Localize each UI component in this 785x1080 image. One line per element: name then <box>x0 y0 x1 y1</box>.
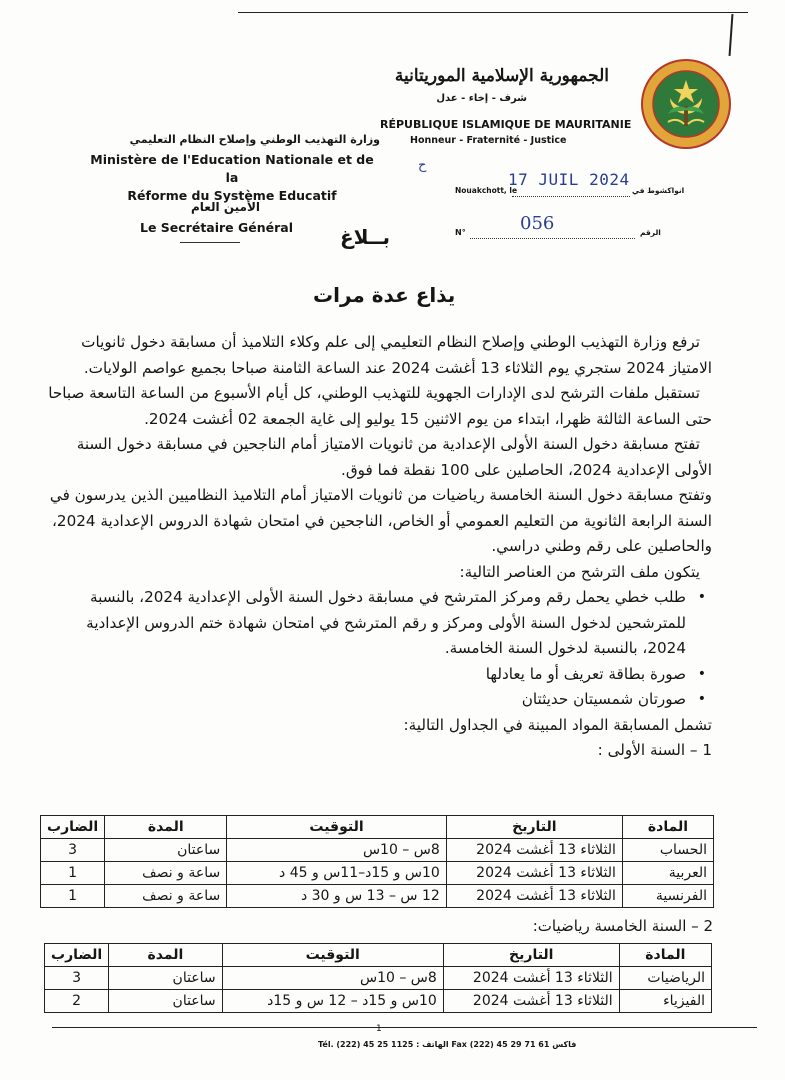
duration-cell: ساعتان <box>105 839 227 862</box>
table-header-row <box>45 944 712 967</box>
paragraph-fifth-year-eligibility: وتفتح مسابقة دخول السنة الخامسة رياضيات من ثانويات الامتياز أمام التلاميذ النظاميين الذين يدرسون في السنة الرابعة الثانوية من التعليم العمومي أو الخاص، الناجحين في امتحان شهادة الدروس الإعدادية 2024، والحاصلين على رقم وطني دراسي. <box>49 486 712 555</box>
table1-caption: 1 – السنة الأولى : <box>597 741 712 759</box>
paragraph-first-year-eligibility: تفتح مسابقة دخول السنة الأولى الإعدادية من ثانويات الامتياز أمام الناجحين في مسابقة دخول السنة الأولى الإعدادية 2024، الحاصلين على 100 نقطة فما فوق. <box>76 435 712 479</box>
subject-cell: العربية <box>622 862 713 885</box>
column-header-subject: المادة <box>619 944 711 967</box>
column-header-time: التوقيت <box>227 816 447 839</box>
date-cell: الثلاثاء 13 أغشت 2024 <box>443 967 619 990</box>
column-header-duration: المدة <box>105 816 227 839</box>
subject-cell: الرياضيات <box>619 967 711 990</box>
table-row <box>41 885 714 908</box>
date-stamp: 17 JUIL 2024 <box>508 170 630 189</box>
file-items-list <box>48 585 712 713</box>
table-row <box>41 839 714 862</box>
broadcast-note: يذاع عدة مرات <box>313 283 456 307</box>
ministry-name-french <box>82 151 382 205</box>
column-header-duration: المدة <box>109 944 222 967</box>
column-header-subject: المادة <box>622 816 713 839</box>
column-header-time: التوقيت <box>222 944 443 967</box>
column-header-coefficient: الضارب <box>41 816 105 839</box>
coefficient-cell: 2 <box>45 990 109 1013</box>
date-cell: الثلاثاء 13 أغشت 2024 <box>446 839 622 862</box>
secretary-general-arabic: الأمين العام <box>190 200 260 214</box>
motto-arabic: شرف - إخاء - عدل <box>436 93 527 104</box>
subjects-intro: تشمل المسابقة المواد المبينة في الجداول التالية: <box>403 715 712 734</box>
republic-name-french: RÉPUBLIQUE ISLAMIQUE DE MAURITANIE <box>380 118 632 131</box>
list-item: • طلب خطي يحمل رقم ومركز المترشح في مسابقة دخول السنة الأولى الإعدادية 2024، بالنسبة للمترشحين لدخول السنة الأولى ومركز و رقم المترشح في امتحان شهادة ختم الدروس الإعدادية 2024، بالنسبة لدخول السنة الخامسة. <box>48 585 686 662</box>
time-cell: 10س و 15د–11س و 45 د <box>227 862 447 885</box>
subject-cell: الفيزياء <box>619 990 711 1013</box>
secretary-general-french: Le Secrétaire Général <box>140 220 294 235</box>
republic-name-arabic: الجمهورية الإسلامية الموريتانية <box>394 66 609 86</box>
contact-footer: Tél. (222) 45 25 1125 : الهاتف Fax (222) 45 29 71 61 فاكس <box>318 1040 577 1049</box>
pen-mark <box>729 14 734 56</box>
table-header-row <box>41 816 714 839</box>
coefficient-cell: 1 <box>41 862 105 885</box>
date-label-arabic: انواكشوط في <box>632 186 685 195</box>
duration-cell: ساعتان <box>109 967 222 990</box>
document-title: بــلاغ <box>340 225 391 249</box>
duration-cell: ساعة و نصف <box>105 885 227 908</box>
handwritten-initial: ح <box>418 158 427 173</box>
duration-cell: ساعتان <box>109 990 222 1013</box>
table-row <box>45 990 712 1013</box>
list-item: • صورة بطاقة تعريف أو ما يعادلها <box>48 662 686 688</box>
coefficient-cell: 3 <box>45 967 109 990</box>
paragraph-exam-date: ترفع وزارة التهذيب الوطني وإصلاح النظام التعليمي إلى علم وكلاء التلاميذ أن مسابقة دخول ثانويات الامتياز 2024 ستجري يوم الثلاثاء 13 أغشت 2024 عند الساعة الثامنة صباحا بجميع عواصم الولايات. <box>81 333 712 377</box>
duration-cell: ساعة و نصف <box>105 862 227 885</box>
first-year-schedule-table <box>40 815 714 908</box>
ministry-name-french-line2: Réforme du Système Educatif <box>127 188 337 203</box>
date-cell: الثلاثاء 13 أغشت 2024 <box>443 990 619 1013</box>
number-label-arabic: الرقم <box>640 228 661 237</box>
subject-cell: الفرنسية <box>622 885 713 908</box>
paragraph-application-period: تستقبل ملفات الترشح لدى الإدارات الجهوية للتهذيب الوطني، كل أيام الأسبوع من الساعة التاسعة صباحا حتى الساعة الثالثة ظهرا، ابتداء من يوم الاثنين 15 يوليو إلى غاية الجمعة 02 أغشت 2024. <box>48 384 712 428</box>
column-header-coefficient: الضارب <box>45 944 109 967</box>
date-cell: الثلاثاء 13 أغشت 2024 <box>446 885 622 908</box>
number-label-french: N° <box>455 228 466 237</box>
motto-french: Honneur - Fraternité - Justice <box>410 135 567 146</box>
column-header-date: التاريخ <box>446 816 622 839</box>
national-seal-emblem <box>640 58 732 150</box>
table-row <box>45 967 712 990</box>
fifth-year-schedule-table <box>44 943 712 1013</box>
paragraph-file-contents: يتكون ملف الترشح من العناصر التالية: <box>459 562 700 581</box>
announcement-body <box>48 330 712 764</box>
time-cell: 10س و 15د – 12 س و 15د <box>222 990 443 1013</box>
date-cell: الثلاثاء 13 أغشت 2024 <box>446 862 622 885</box>
coefficient-cell: 3 <box>41 839 105 862</box>
time-cell: 12 س – 13 س و 30 د <box>227 885 447 908</box>
ministry-name-arabic: وزارة التهذيب الوطني وإصلاح النظام التعليمي <box>129 133 380 146</box>
ministry-name-french-line1: Ministère de l'Education Nationale et de la <box>90 152 374 185</box>
reference-number-handwritten: 056 <box>520 213 555 234</box>
time-cell: 8س – 10س <box>222 967 443 990</box>
signature-underline <box>180 242 240 243</box>
coefficient-cell: 1 <box>41 885 105 908</box>
footer-rule <box>52 1027 757 1028</box>
column-header-date: التاريخ <box>443 944 619 967</box>
list-item: • صورتان شمسيتان حديثتان <box>48 687 686 713</box>
table-row <box>41 862 714 885</box>
subject-cell: الحساب <box>622 839 713 862</box>
time-cell: 8س – 10س <box>227 839 447 862</box>
top-border-rule <box>238 12 748 13</box>
date-dotted-line <box>512 196 630 197</box>
number-dotted-line <box>470 238 635 239</box>
date-label-french: Nouakchott, le <box>455 186 518 195</box>
page-number: 1 <box>376 1024 382 1034</box>
table2-caption: 2 – السنة الخامسة رياضيات: <box>532 917 713 935</box>
